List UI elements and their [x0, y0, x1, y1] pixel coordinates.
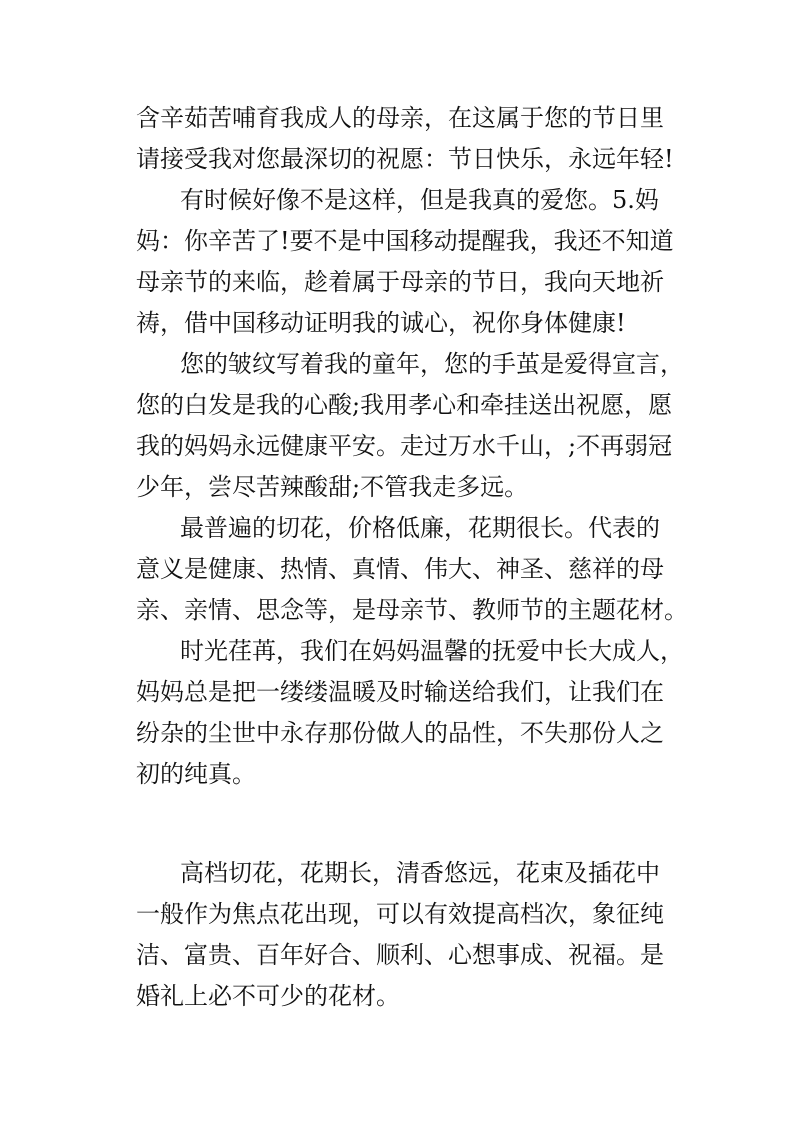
paragraph-4-line-1: 最普遍的切花，价格低廉，花期很长。代表的 [180, 514, 660, 542]
paragraph-4-line-3: 亲、亲情、思念等，是母亲节、教师节的主题花材。 [136, 596, 688, 624]
paragraph-5-line-4: 初的纯真。 [136, 760, 256, 788]
paragraph-6-line-4: 婚礼上必不可少的花材。 [136, 982, 400, 1010]
paragraph-1-line-1: 含辛茹苦哺育我成人的母亲，在这属于您的节日里 [136, 104, 664, 132]
paragraph-6-line-2: 一般作为焦点花出现，可以有效提高档次，象征纯 [136, 900, 664, 928]
paragraph-2-line-1: 有时候好像不是这样，但是我真的爱您。5.妈 [180, 186, 659, 214]
paragraph-3-line-2: 您的白发是我的心酸;我用孝心和牵挂送出祝愿，愿 [136, 391, 673, 419]
paragraph-5-line-2: 妈妈总是把一缕缕温暖及时输送给我们，让我们在 [136, 678, 664, 706]
paragraph-4-line-2: 意义是健康、热情、真情、伟大、神圣、慈祥的母 [136, 555, 664, 583]
paragraph-5-line-1: 时光荏苒，我们在妈妈温馨的抚爱中长大成人， [180, 637, 684, 665]
paragraph-3-line-4: 少年，尝尽苦辣酸甜;不管我走多远。 [136, 473, 529, 501]
paragraph-2-line-3: 母亲节的来临，趁着属于母亲的节日，我向天地祈 [136, 268, 664, 296]
paragraph-6-line-3: 洁、富贵、百年好合、顺利、心想事成、祝福。是 [136, 941, 664, 969]
paragraph-3-line-1: 您的皱纹写着我的童年，您的手茧是爱得宣言， [180, 350, 684, 378]
paragraph-2-line-4: 祷，借中国移动证明我的诚心，祝你身体健康! [136, 309, 626, 337]
paragraph-2-line-2: 妈：你辛苦了!要不是中国移动提醒我，我还不知道 [136, 227, 674, 255]
paragraph-6-line-1: 高档切花，花期长，清香悠远，花束及插花中 [180, 859, 660, 887]
paragraph-5-line-3: 纷杂的尘世中永存那份做人的品性，不失那份人之 [136, 719, 664, 747]
paragraph-3-line-3: 我的妈妈永远健康平安。走过万水千山，;不再弱冠 [136, 432, 673, 460]
paragraph-1-line-2: 请接受我对您最深切的祝愿：节日快乐，永远年轻! [136, 145, 674, 173]
